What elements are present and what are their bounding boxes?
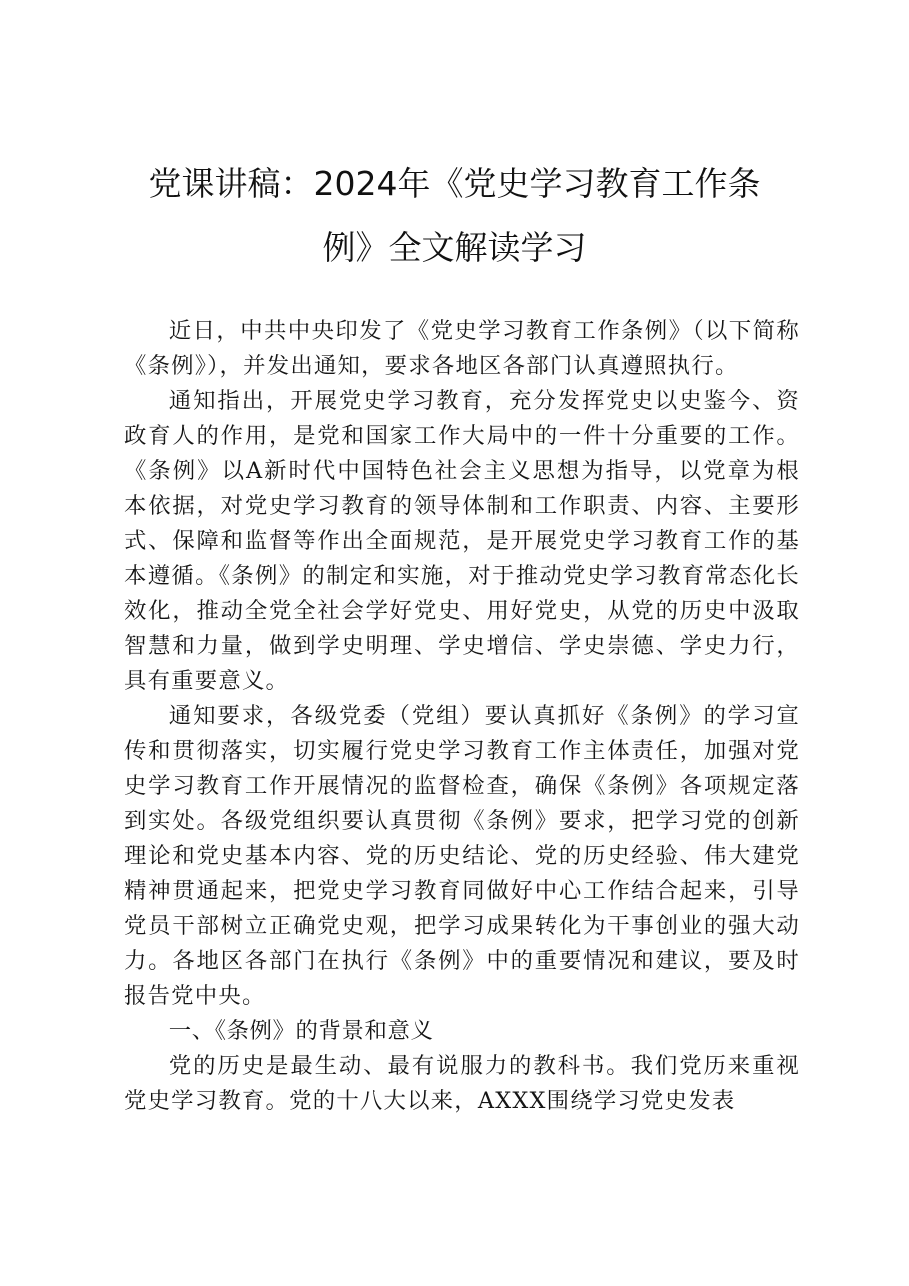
paragraph-notice-points: 通知指出，开展党史学习教育，充分发挥党史以史鉴今、资政育人的作用，是党和国家工作大局中的一件十分重要的工作。《条例》以A新时代中国特色社会主义思想为指导，以党章为根本依据，对党史学习教育的领导体制和工作职责、内容、主要形式、保障和监督等作出全面规范，是开展党史学习教育工作的基本遵循。《条例》的制定和实施，对于推动党史学习教育常态化长效化，推动全党全社会学好党史、用好党史，从党的历史中汲取智慧和力量，做到学史明理、学史增信、学史崇德、学史力行，具有重要意义。 xyxy=(124,388,800,694)
document-title-line-2: 例》全文解读学习 xyxy=(322,228,587,267)
paragraph-section-one: 党的历史是最生动、最有说服力的教科书。我们党历来重视党史学习教育。党的十八大以来，AXXX围绕学习党史发表 xyxy=(124,1053,800,1114)
paragraph-notice-requirements: 通知要求，各级党委（党组）要认真抓好《条例》的学习宣传和贯彻落实，切实履行党史学习教育工作主体责任，加强对党史学习教育工作开展情况的监督检查，确保《条例》各项规定落到实处。各级党组织要认真贯彻《条例》要求，把学习党的创新理论和党史基本内容、党的历史结论、党的历史经验、伟大建党精神贯通起来，把党史学习教育同做好中心工作结合起来，引导党员干部树立正确党史观，把学习成果转化为干事创业的强大动力。各地区各部门在执行《条例》中的重要情况和建议，要及时报告党中央。 xyxy=(124,703,800,1009)
document-body xyxy=(124,314,800,1119)
paragraph-intro: 近日，中共中央印发了《党史学习教育工作条例》（以下简称《条例》），并发出通知，要求各地区各部门认真遵照执行。 xyxy=(124,318,800,379)
document-title xyxy=(120,152,789,280)
document-title-line-1: 党课讲稿：2024年《党史学习教育工作条 xyxy=(148,164,761,203)
section-heading: 一、《条例》的背景和意义 xyxy=(168,1018,434,1044)
